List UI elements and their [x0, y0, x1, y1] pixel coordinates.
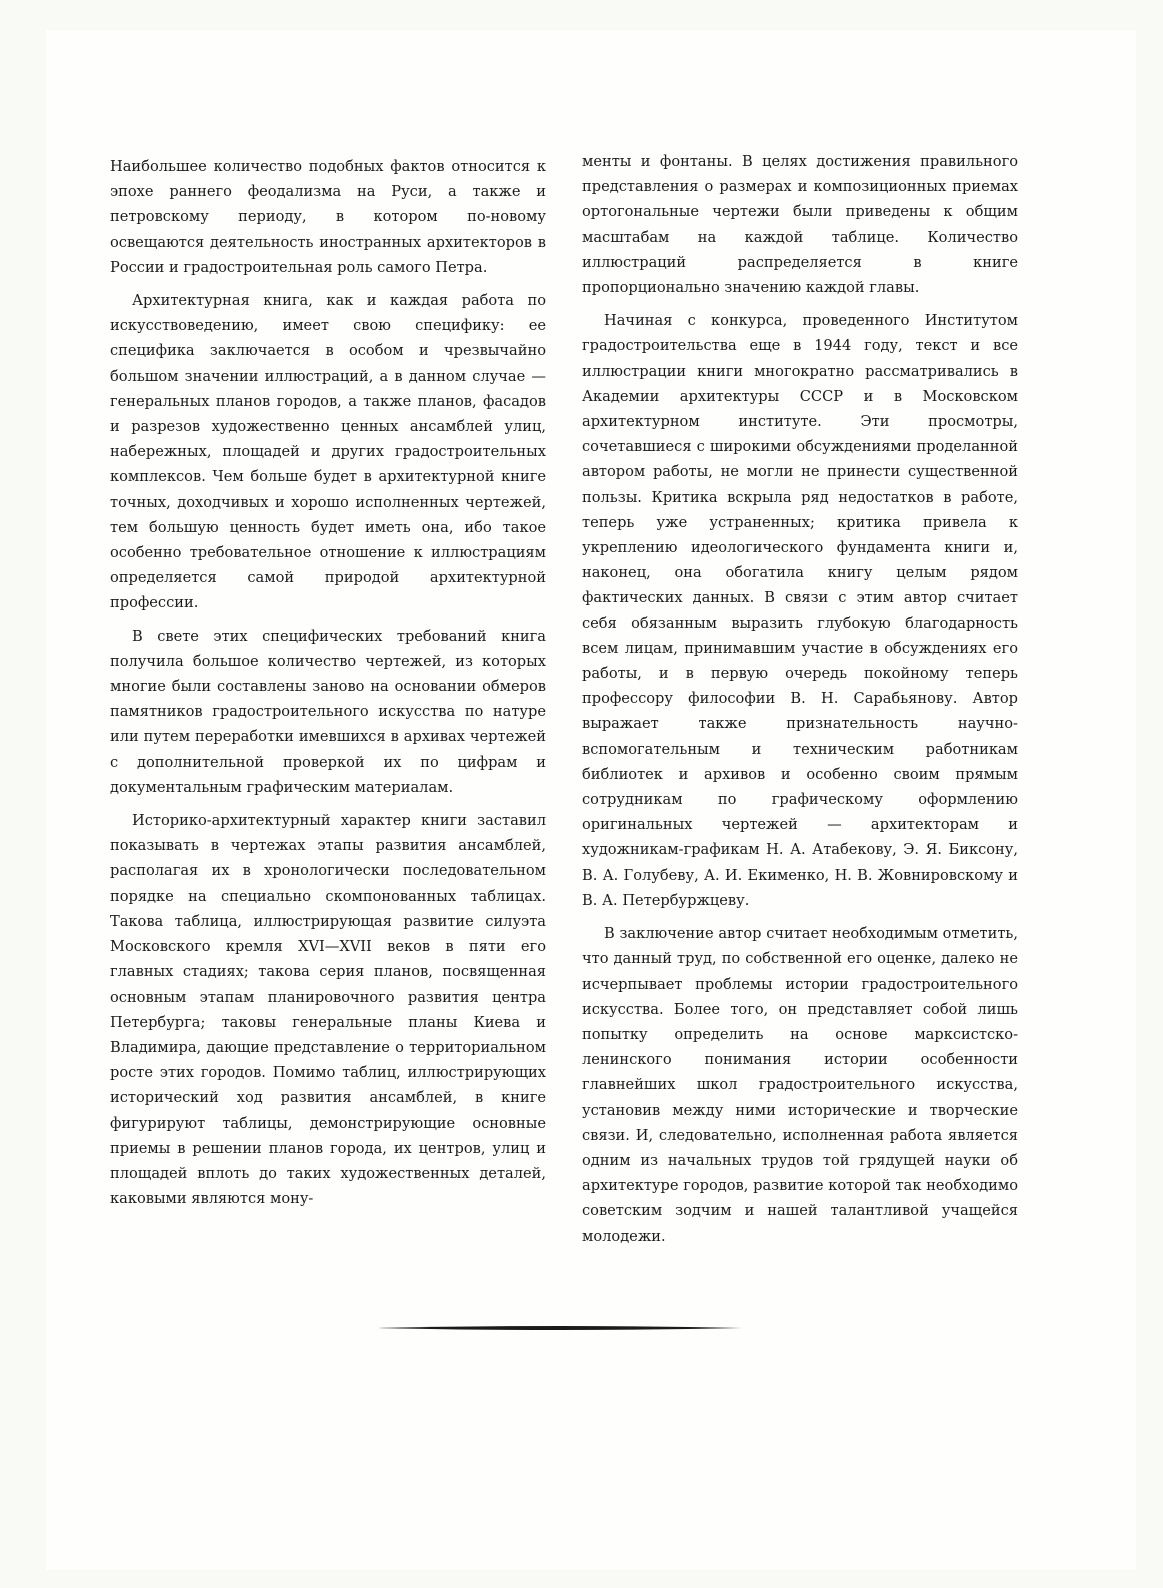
paragraph: менты и фонтаны. В целях достижения правильного представления о размерах и композиционных приемах ортогональные чертежи были приведены к общим масштабам на каждой таблице. Количество иллюстраций распределяется в книге пропорционально значению каждой главы.: [582, 153, 1018, 297]
paragraph: В свете этих специфических требований книга получила большое количество чертежей, из которых многие были составлены заново на основании обмеров памятников градостроительного искусства по натуре или путем переработки имевшихся в архивах чертежей с дополнительной проверкой их по цифрам и документальным графическим материалам.: [110, 627, 546, 796]
right-text-column: [582, 149, 1018, 1257]
paragraph: Наибольшее количество подобных фактов относится к эпохе раннего феодализма на Руси, а также и петровскому периоду, в котором по-новому освещаются деятельность иностранных архитекторов в России и градостроительная роль самого Петра.: [110, 158, 546, 276]
tapered-rule-ornament: [378, 1325, 742, 1331]
paragraph: В заключение автор считает необходимым отметить, что данный труд, по собственной его оценке, далеко не исчерпывает проблемы истории градостроительного искусства. Более того, он представляет собой лишь попытку определить на основе марксистско-ленинского понимания истории особенности главнейших школ градостроительного искусства, установив между ними исторические и творческие связи. И, следовательно, исполненная работа является одним из начальных трудов той грядущей науки об архитектуре городов, развитие которой так необходимо советским зодчим и нашей талантливой учащейся молодежи.: [582, 925, 1018, 1245]
paragraph: Архитектурная книга, как и каждая работа по искусствоведению, имеет свою специфику: ее специфика заключается в особом и чрезвычайно большом значении иллюстраций, а в данном случае — генеральных планов городов, а также планов, фасадов и разрезов художественно ценных ансамблей улиц, набережных, площадей и других градостроительных комплексов. Чем больше будет в архитектурной книге точных, доходчивых и хорошо исполненных чертежей, тем большую ценность будет иметь она, ибо такое особенно требовательное отношение к иллюстрациям определяется самой природой архитектурной профессии.: [110, 292, 546, 612]
paragraph: Историко-архитектурный характер книги заставил показывать в чертежах этапы развития ансамблей, располагая их в хронологически последовательном порядке на специально скомпонованных таблицах. Такова таблица, иллюстрирующая развитие силуэта Московского кремля XVI—XVII веков в пяти его главных стадиях; такова серия планов, посвященная основным этапам планировочного развития центра Петербурга; таковы генеральные планы Киева и Владимира, дающие представление о территориальном росте этих городов. Помимо таблиц, иллюстрирующих исторический ход развития ансамблей, в книге фигурируют таблицы, демонстрирующие основные приемы в решении планов города, их центров, улиц и площадей вплоть до таких художественных деталей, каковыми являются мону-: [110, 812, 546, 1208]
end-of-section-rule: [378, 1325, 742, 1331]
paragraph: Начиная с конкурса, проведенного Институтом градостроительства еще в 1944 году, текст и все иллюстрации книги многократно рассматривались в Академии архитектуры СССР и в Московском архитектурном институте. Эти просмотры, сочетавшиеся с широкими обсуждениями проделанной автором работы, не могли не принести существенной пользы. Критика вскрыла ряд недостатков в работе, теперь уже устраненных; критика привела к укреплению идеологического фундамента книги и, наконец, она обогатила книгу целым рядом фактических данных. В связи с этим автор считает себя обязанным выразить глубокую благодарность всем лицам, принимавшим участие в обсуждениях его работы, и в первую очередь покойному теперь профессору философии В. Н. Сарабьянову. Автор выражает также признательность научно-вспомогательным и техническим работникам библиотек и архивов и особенно своим прямым сотрудникам по графическому оформлению оригинальных чертежей — архитекторам и художникам-графикам Н. А. Атабекову, Э. Я. Биксону, В. А. Голубеву, А. И. Екименко, Н. В. Жовнировскому и В. А. Петербуржцеву.: [582, 312, 1018, 909]
left-text-column: [110, 154, 546, 1219]
